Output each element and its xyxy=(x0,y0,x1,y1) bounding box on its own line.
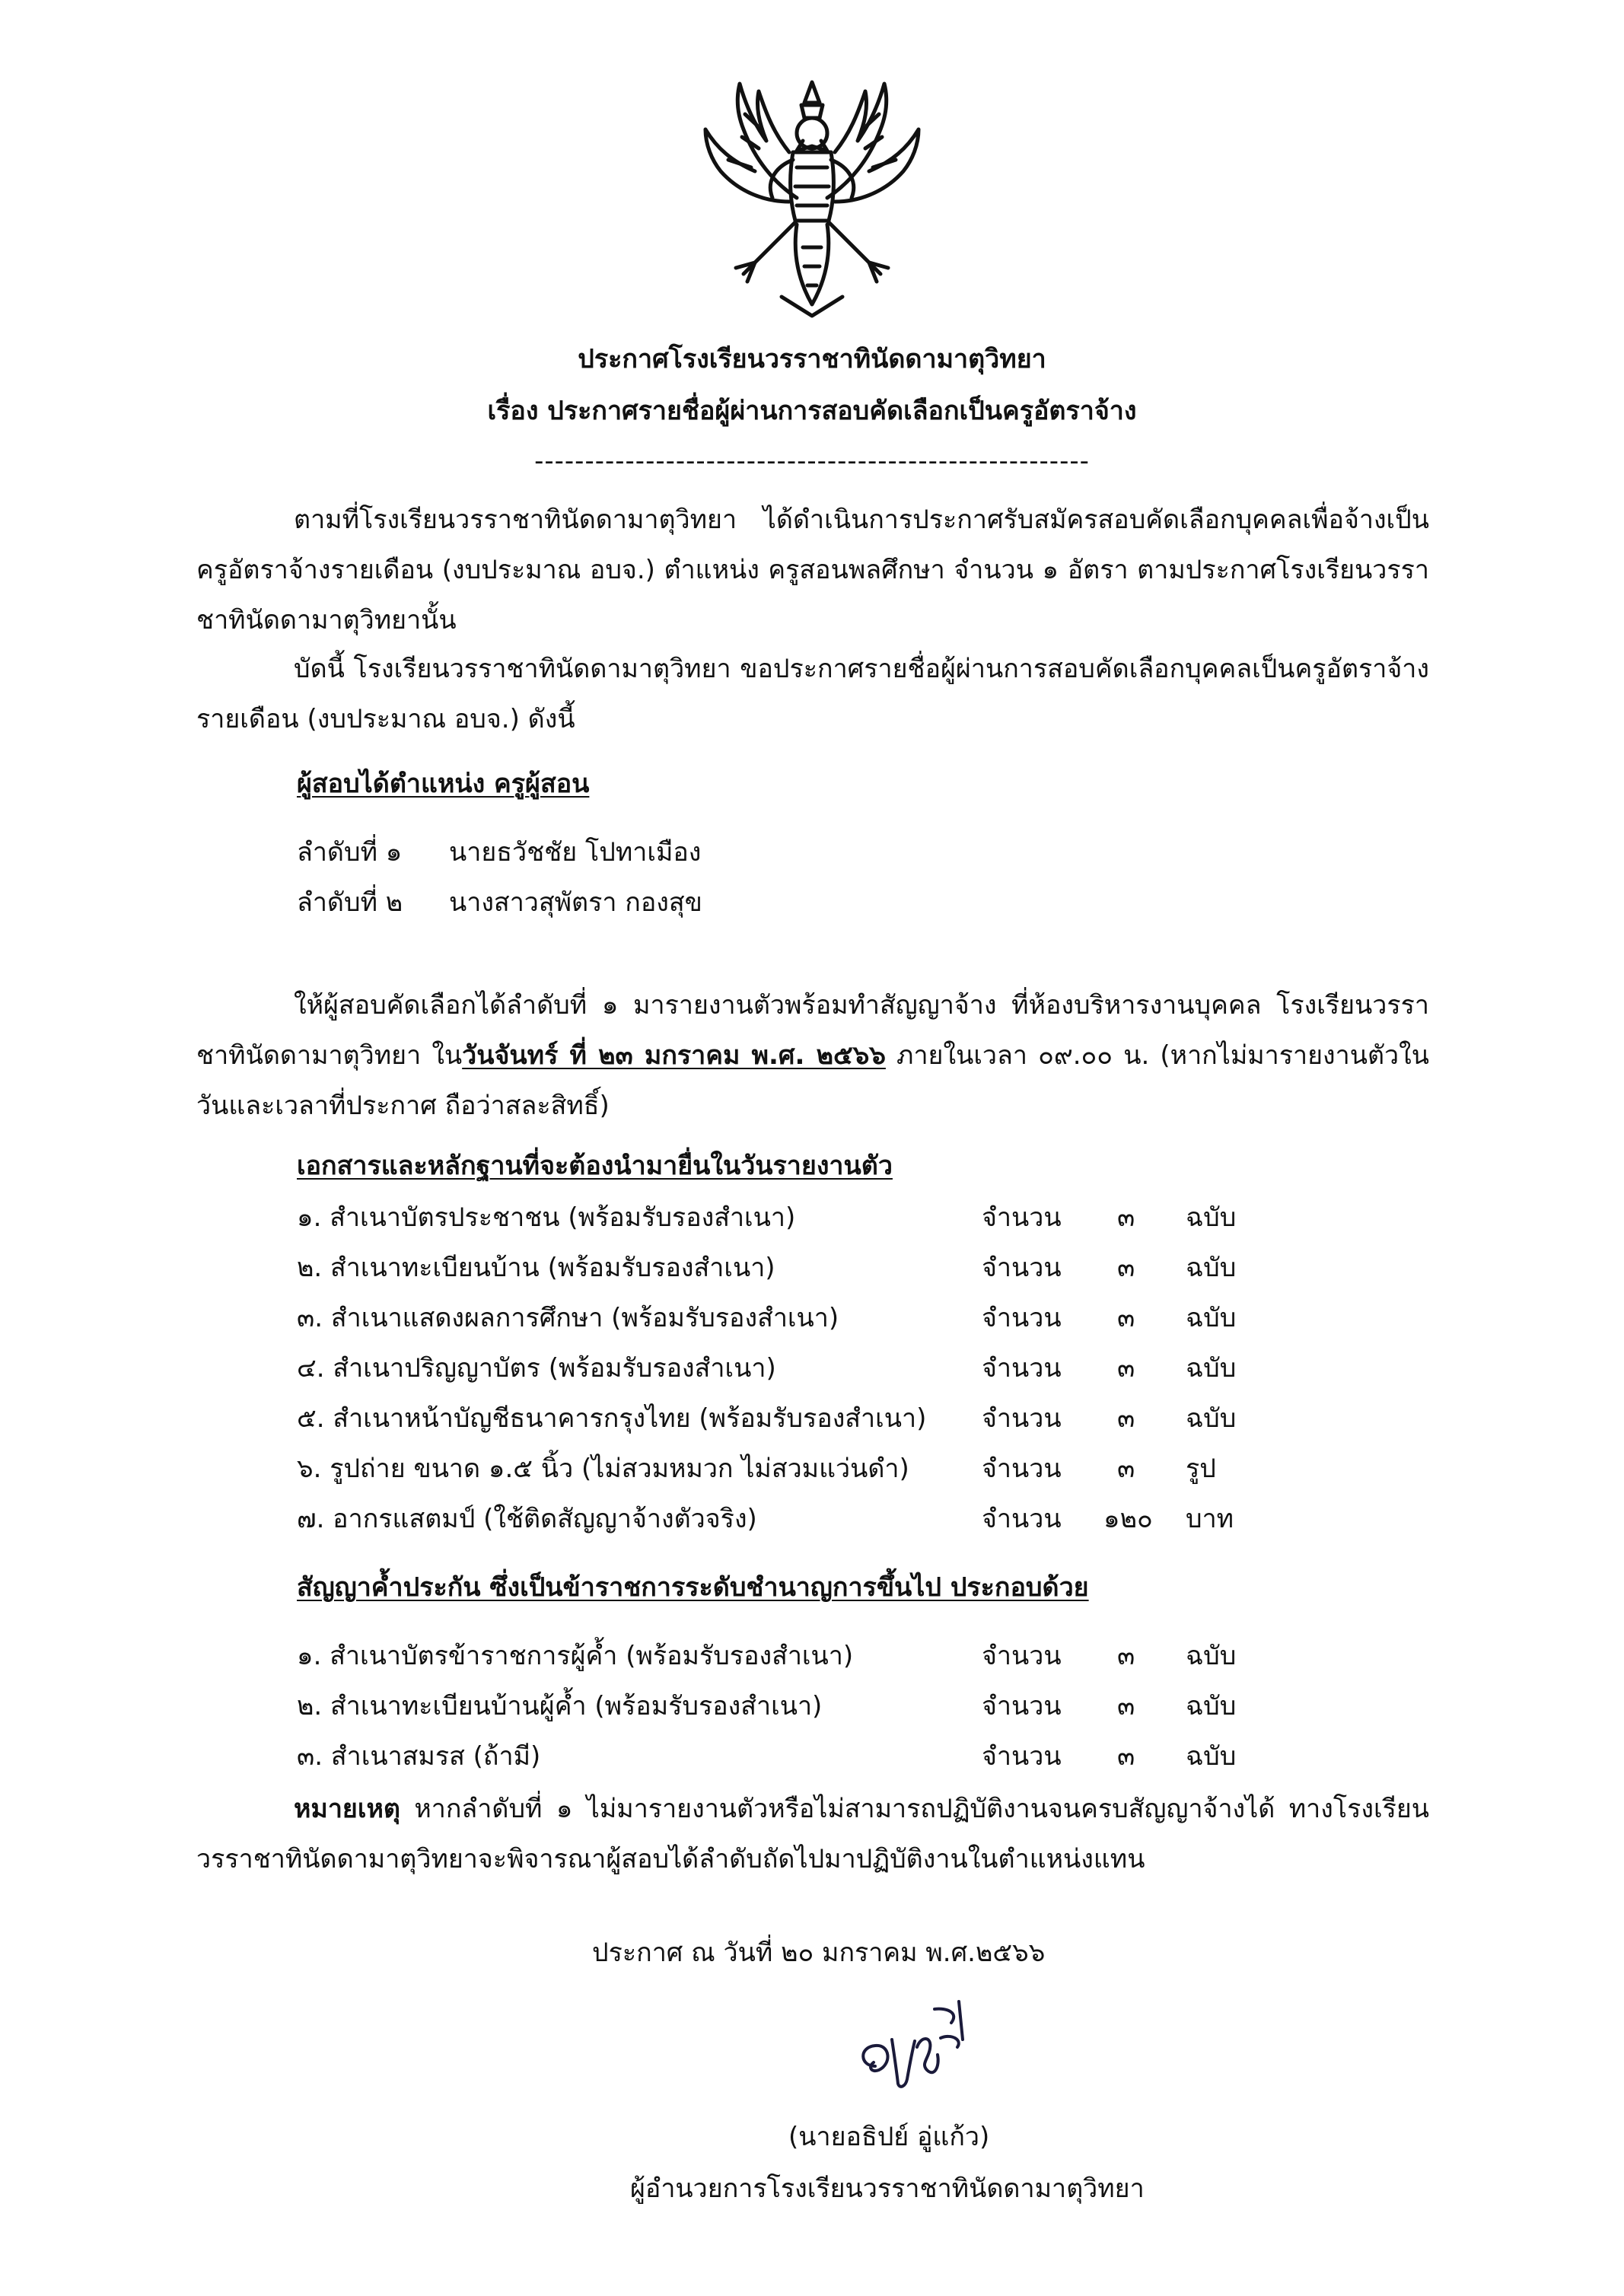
candidate-row xyxy=(297,837,1058,883)
quantity-unit: ฉบับ xyxy=(1186,1641,1237,1671)
document-item xyxy=(297,1403,1362,1449)
quantity-unit: ฉบับ xyxy=(1186,1403,1237,1434)
quantity-unit: ฉบับ xyxy=(1186,1202,1237,1233)
announce-date: ประกาศ ณ วันที่ ๒๐ มกราคม พ.ศ.๒๕๖๖ xyxy=(592,1938,1046,1968)
quantity-unit: ฉบับ xyxy=(1186,1353,1237,1384)
document-name: ๒. สำเนาทะเบียนบ้านผู้ค้ำ (พร้อมรับรองสำเนา) xyxy=(297,1691,823,1721)
document-item xyxy=(297,1202,1362,1248)
quantity-unit: ฉบับ xyxy=(1186,1253,1237,1283)
document-item xyxy=(297,1253,1362,1298)
document-item xyxy=(297,1454,1362,1499)
quantity-label: จำนวน xyxy=(982,1741,1062,1772)
report-paragraph xyxy=(196,980,1429,1131)
document-subject: เรื่อง ประกาศรายชื่อผู้ผ่านการสอบคัดเลือกเป็นครูอัตราจ้าง xyxy=(487,396,1137,426)
quantity-label: จำนวน xyxy=(982,1641,1062,1671)
guarantee-item xyxy=(297,1741,1362,1787)
document-name: ๗. อากรแสตมป์ (ใช้ติดสัญญาจ้างตัวจริง) xyxy=(297,1504,757,1534)
signer-position: ผู้อำนวยการโรงเรียนวรราชาทินัดดามาตุวิทยา xyxy=(630,2173,1145,2204)
quantity-unit: บาท xyxy=(1186,1504,1234,1534)
report-date: วันจันทร์ ที่ ๒๓ มกราคม พ.ศ. ๒๕๖๖ xyxy=(462,1040,886,1071)
quantity-label: จำนวน xyxy=(982,1454,1062,1484)
quantity-label: จำนวน xyxy=(982,1253,1062,1283)
quantity-value: ๓ xyxy=(1117,1691,1135,1721)
quantity-value: ๓ xyxy=(1117,1641,1135,1671)
document-item xyxy=(297,1303,1362,1349)
announcement-paragraph: บัดนี้ โรงเรียนวรราชาทินัดดามาตุวิทยา ขอประกาศรายชื่อผู้ผ่านการสอบคัดเลือกบุคคลเป็นครูอัตราจ้างรายเดือน (งบประมาณ อบจ.) ดังนี้ xyxy=(196,654,1429,734)
candidate-name: นางสาวสุพัตรา กองสุข xyxy=(449,887,702,918)
quantity-label: จำนวน xyxy=(982,1202,1062,1233)
quantity-value: ๓ xyxy=(1117,1454,1135,1484)
document-name: ๑. สำเนาบัตรข้าราชการผู้ค้ำ (พร้อมรับรองสำเนา) xyxy=(297,1641,854,1671)
garuda-emblem-icon xyxy=(683,68,941,327)
quantity-unit: รูป xyxy=(1186,1454,1216,1484)
candidate-rank: ลำดับที่ ๑ xyxy=(297,837,403,868)
quantity-label: จำนวน xyxy=(982,1303,1062,1333)
quantity-value: ๑๒๐ xyxy=(1103,1504,1153,1534)
guarantee-heading: สัญญาค้ำประกัน ซึ่งเป็นข้าราชการระดับชำนาญการขึ้นไป ประกอบด้วย xyxy=(297,1572,1089,1603)
note-label: หมายเหตุ xyxy=(294,1794,400,1824)
document-name: ๕. สำเนาหน้าบัญชีธนาคารกรุงไทย (พร้อมรับรองสำเนา) xyxy=(297,1403,927,1434)
report-text-start: ให้ผู้สอบคัดเลือกได้ลำดับที่ ๑ มารายงานตัวพร้อมทำสัญญาจ้าง ที่ห้องบริหารงานบุคคล โรงเรียนวรราชาทินัดดามาตุวิทยา ใน xyxy=(196,990,1429,1071)
quantity-value: ๓ xyxy=(1117,1403,1135,1434)
document-name: ๒. สำเนาทะเบียนบ้าน (พร้อมรับรองสำเนา) xyxy=(297,1253,775,1283)
signer-name: (นายอธิปย์ อู่แก้ว) xyxy=(788,2122,990,2152)
document-item xyxy=(297,1353,1362,1399)
intro-paragraph: ตามที่โรงเรียนวรราชาทินัดดามาตุวิทยา ได้ดำเนินการประกาศรับสมัครสอบคัดเลือกบุคคลเพื่อจ้างเป็นครูอัตราจ้างรายเดือน (งบประมาณ อบจ.) ตำแหน่ง ครูสอนพลศึกษา จำนวน ๑ อัตรา ตามประกาศโรงเรียนวรราชาทินัดดามาตุวิทยานั้น xyxy=(196,505,1429,635)
quantity-value: ๓ xyxy=(1117,1303,1135,1333)
quantity-unit: ฉบับ xyxy=(1186,1741,1237,1772)
document-name: ๓. สำเนาสมรส (ถ้ามี) xyxy=(297,1741,541,1772)
guarantee-item xyxy=(297,1641,1362,1686)
document-name: ๔. สำเนาปริญญาบัตร (พร้อมรับรองสำเนา) xyxy=(297,1353,776,1384)
quantity-value: ๓ xyxy=(1117,1741,1135,1772)
guarantee-item xyxy=(297,1691,1362,1737)
note-paragraph xyxy=(196,1784,1429,1884)
quantity-unit: ฉบับ xyxy=(1186,1691,1237,1721)
note-text: หากลำดับที่ ๑ ไม่มารายงานตัวหรือไม่สามารถปฏิบัติงานจนครบสัญญาจ้างได้ ทางโรงเรียนวรราชาทินัดดามาตุวิทยาจะพิจารณาผู้สอบได้ลำดับถัดไปมาปฏิบัติงานในตำแหน่งแทน xyxy=(196,1794,1429,1874)
candidate-rank: ลำดับที่ ๒ xyxy=(297,887,403,918)
quantity-label: จำนวน xyxy=(982,1353,1062,1384)
quantity-label: จำนวน xyxy=(982,1504,1062,1534)
quantity-unit: ฉบับ xyxy=(1186,1303,1237,1333)
handwritten-signature-icon xyxy=(845,1994,997,2093)
candidate-name: นายธวัชชัย โปทาเมือง xyxy=(449,837,702,868)
passed-heading: ผู้สอบได้ตำแหน่ง ครูผู้สอน xyxy=(297,769,590,799)
quantity-label: จำนวน xyxy=(982,1403,1062,1434)
documents-heading: เอกสารและหลักฐานที่จะต้องนำมายื่นในวันรายงานตัว xyxy=(297,1151,893,1181)
quantity-value: ๓ xyxy=(1117,1353,1135,1384)
header-divider: ------------------------------------------------------- xyxy=(534,446,1090,476)
document-name: ๓. สำเนาแสดงผลการศึกษา (พร้อมรับรองสำเนา) xyxy=(297,1303,839,1333)
report-text-end: ภายในเวลา ๐๙.๐๐ น. (หากไม่มารายงานตัวในวันและเวลาที่ประกาศ ถือว่าสละสิทธิ์) xyxy=(196,1040,1429,1121)
quantity-label: จำนวน xyxy=(982,1691,1062,1721)
document-name: ๖. รูปถ่าย ขนาด ๑.๕ นิ้ว (ไม่สวมหมวก ไม่สวมแว่นดำ) xyxy=(297,1454,909,1484)
candidate-row xyxy=(297,887,1058,933)
quantity-value: ๓ xyxy=(1117,1253,1135,1283)
document-title: ประกาศโรงเรียนวรราชาทินัดดามาตุวิทยา xyxy=(578,344,1046,374)
document-name: ๑. สำเนาบัตรประชาชน (พร้อมรับรองสำเนา) xyxy=(297,1202,796,1233)
document-item xyxy=(297,1504,1362,1549)
quantity-value: ๓ xyxy=(1117,1202,1135,1233)
